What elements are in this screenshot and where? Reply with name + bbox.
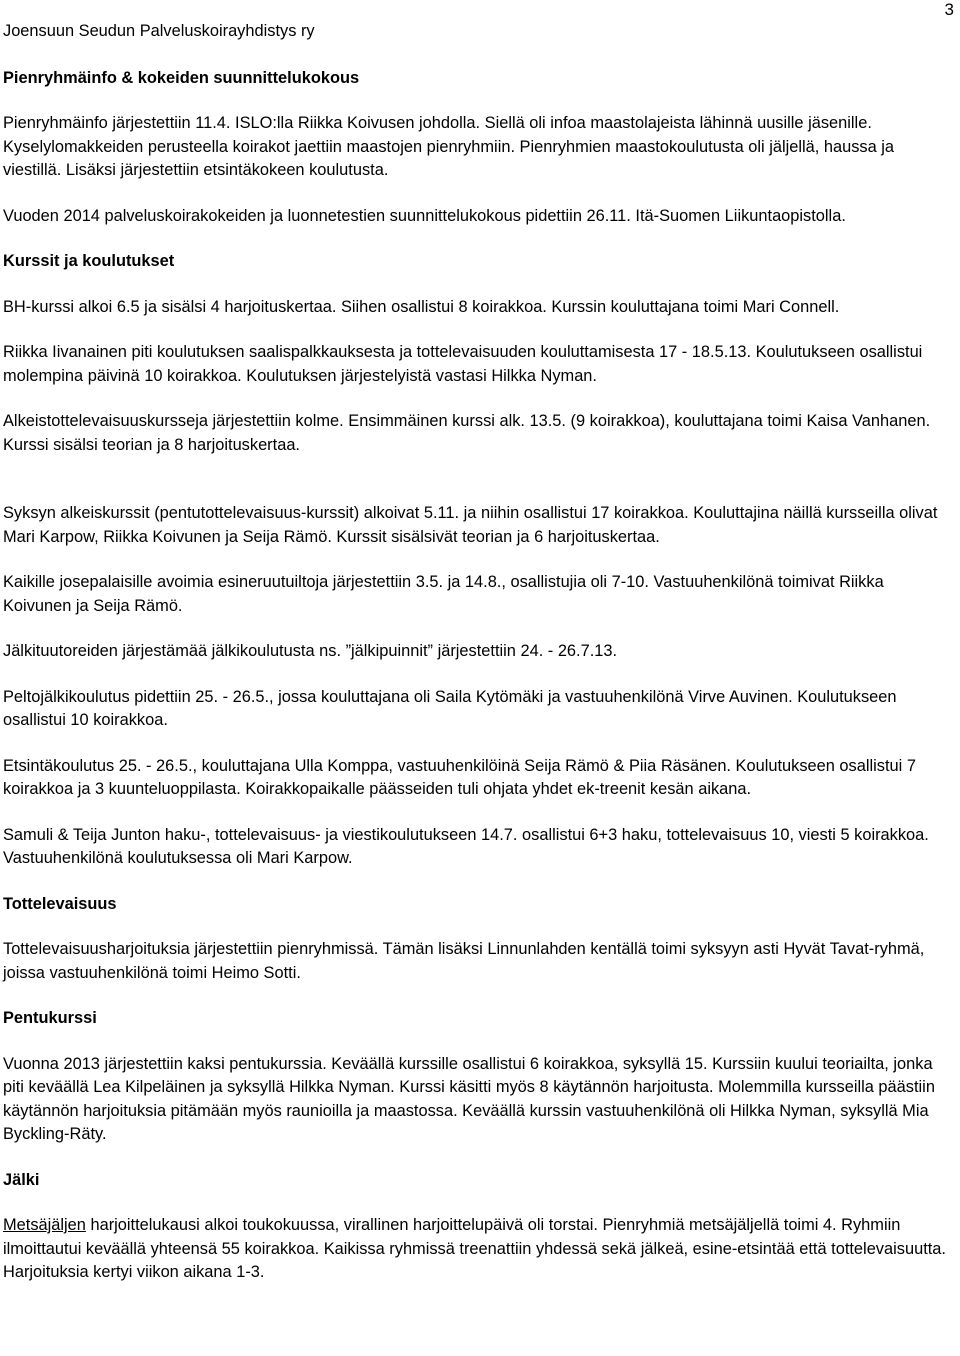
paragraph-peltojalki: Peltojälkikoulutus pidettiin 25. - 26.5., jossa kouluttajana oli Saila Kytömäki ja vastuuhenkilönä Virve Auvinen. Koulutukseen osallistui 10 koirakkoa. [3,687,897,729]
heading-pienryhmainfo: Pienryhmäinfo & kokeiden suunnittelukokous [3,68,360,87]
paragraph-pienryhmainfo: Pienryhmäinfo järjestettiin 11.4. ISLO:lla Riikka Koivusen johdolla. Siellä oli infoa maastolajeista lähinnä uusille jäsenille. Kyselylomakkeiden perusteella koirakot jaettiin maastojen pienryhmiin. Pienryhmien maastokoulutusta oli jäljellä, haussa ja viestillä. Lisäksi järjestettiin etsintäkokeen koulutusta. [3,114,895,179]
heading-kurssit: Kurssit ja koulutukset [3,252,175,270]
paragraph-etsintakoulutus: Etsintäkoulutus 25. - 26.5., kouluttajana Ulla Komppa, vastuuhenkilöinä Seija Rämö & Piia Räsänen. Koulutukseen osallistui 7 koirakkoa ja 3 kuunteluoppilasta. Koirakkopaikalle päässeiden tuli ohjata yhdet ek-treenit kesän aikana. [3,756,916,798]
paragraph-metsajalki [3,1214,953,1285]
heading-jalki: Jälki [3,1170,40,1189]
heading-pentukurssi: Pentukurssi [3,1009,97,1027]
heading-tottelevaisuus: Tottelevaisuus [3,894,117,913]
paragraph-alkeistottelevaisuus: Alkeistottelevaisuuskursseja järjestettiin kolme. Ensimmäinen kurssi alk. 13.5. (9 koirakkoa), kouluttajana toimi Kaisa Vanhanen. Kurssi sisälsi teorian ja 8 harjoituskertaa. [3,412,931,454]
paragraph-bh-kurssi: BH-kurssi alkoi 6.5 ja sisälsi 4 harjoituskertaa. Siihen osallistui 8 koirakkoa. Kurssin kouluttajana toimi Mari Connell. [3,297,840,316]
organization-name: Joensuun Seudun Palveluskoirayhdistys ry [3,22,315,40]
paragraph-pentukurssi: Vuonna 2013 järjestettiin kaksi pentukurssia. Keväällä kurssille osallistui 6 koirakkoa, syksyllä 15. Kurssiin kuului teoriailta, jonka piti keväällä Lea Kilpeläinen ja syksyllä Hilkka Nyman. Kurssi käsitti myös 8 käytännön harjoitusta. Molemmilla kursseilla päästiin käytännön harjoituksia pitämään myös raunioilla ja maastossa. Keväällä kurssin vastuuhenkilönä oli Hilkka Nyman, syksyllä Mia Byckling-Räty. [3,1054,935,1143]
document-body [3,20,953,1307]
metsajalki-link[interactable]: Metsäjäljen [3,1216,86,1234]
page-number: 3 [944,0,954,19]
paragraph-jalkipuinnit: Jälkituutoreiden järjestämää jälkikoulutusta ns. ”jälkipuinnit” järjestettiin 24. - 26.7.13. [3,642,618,660]
paragraph-metsajalki-text: harjoittelukausi alkoi toukokuussa, virallinen harjoittelupäivä oli torstai. Pienryhmiä metsäjäljellä toimi 4. Ryhmiin ilmoittautui keväällä yhteensä 55 koirakkoa. Kaikissa ryhmissä treenattiin yhdessä sekä jälkeä, esine-etsintää että tottelevaisuutta. Harjoituksia kertyi viikon aikana 1-3. [3,1216,946,1281]
paragraph-saalispalkkaus: Riikka Iivanainen piti koulutuksen saalispalkkauksesta ja tottelevaisuuden kouluttamisesta 17 - 18.5.13. Koulutukseen osallistui molempina päivinä 10 koirakkoa. Koulutuksen järjestelyistä vastasi Hilkka Nyman. [3,343,923,385]
paragraph-syksyn-alkeiskurssit: Syksyn alkeiskurssit (pentutottelevaisuus-kurssit) alkoivat 5.11. ja niihin osallistui 17 koirakkoa. Kouluttajina näillä kursseilla olivat Mari Karpow, Riikka Koivunen ja Seija Rämö. Kurssit sisälsivät teorian ja 6 harjoituskertaa. [3,504,938,546]
paragraph-suunnittelukokous: Vuoden 2014 palveluskoirakokeiden ja luonnetestien suunnittelukokous pidettiin 26.11. Itä-Suomen Liikuntaopistolla. [3,206,846,225]
paragraph-tottelevaisuus: Tottelevaisuusharjoituksia järjestettiin pienryhmissä. Tämän lisäksi Linnunlahden kentällä toimi syksyyn asti Hyvät Tavat-ryhmä, joissa vastuuhenkilönä toimi Heimo Sotti. [3,940,925,982]
paragraph-esineruutuillat: Kaikille josepalaisille avoimia esineruutuiltoja järjestettiin 3.5. ja 14.8., osallistujia oli 7-10. Vastuuhenkilönä toimivat Riikka Koivunen ja Seija Rämö. [3,573,884,615]
paragraph-junton-koulutus: Samuli & Teija Junton haku-, tottelevaisuus- ja viestikoulutukseen 14.7. osallistui 6+3 haku, tottelevaisuus 10, viesti 5 koirakkoa. Vastuuhenkilönä koulutuksessa oli Mari Karpow. [3,825,929,867]
